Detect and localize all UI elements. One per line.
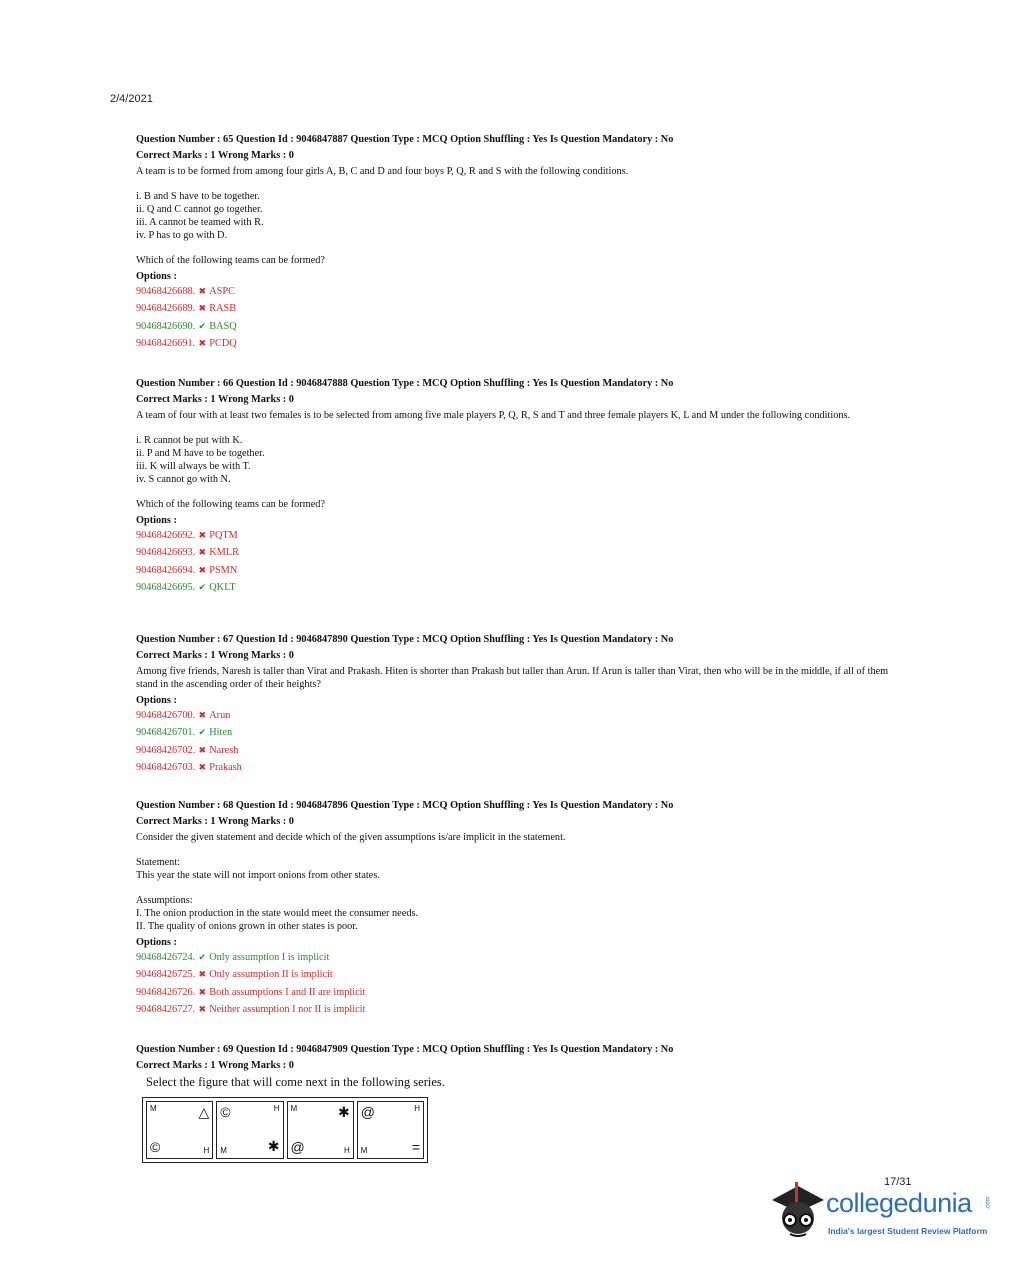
cell-symbol: = bbox=[411, 1139, 420, 1155]
check-icon: ✔ bbox=[198, 727, 206, 738]
options-label: Options : bbox=[136, 271, 177, 282]
option-text: QKLT bbox=[209, 581, 236, 593]
condition: i. R cannot be put with K. bbox=[136, 435, 243, 446]
brand-tagline: India's largest Student Review Platform bbox=[828, 1226, 988, 1236]
cross-icon: ✖ bbox=[198, 564, 206, 575]
option-id: 90468426694. bbox=[136, 564, 196, 576]
figure-cell bbox=[146, 1101, 213, 1159]
option-text: Prakash bbox=[209, 761, 242, 773]
cross-icon: ✖ bbox=[198, 710, 206, 720]
question-header: Question Number : 66 Question Id : 9046847888 Question Type : MCQ Option Shuffling : Yes Is Question Mandatory : No bbox=[136, 378, 674, 389]
question-header: Question Number : 65 Question Id : 9046847887 Question Type : MCQ Option Shuffling : Yes Is Question Mandatory : No bbox=[136, 134, 674, 145]
figure-cell bbox=[357, 1101, 424, 1159]
option-id: 90468426701. bbox=[136, 727, 196, 739]
figure-series bbox=[142, 1097, 428, 1163]
option-row bbox=[136, 984, 896, 1001]
option-text: RASB bbox=[209, 303, 237, 315]
statement-label: Statement: bbox=[136, 857, 181, 868]
condition: iii. K will always be with T. bbox=[136, 461, 251, 472]
assumption: I. The onion production in the state would meet the consumer needs. bbox=[136, 908, 419, 919]
question-text: A team of four with at least two females is to be selected from among five male players P, Q, R, S and T and three female players K, L and M under the following conditions. bbox=[136, 410, 851, 421]
question-text: Select the figure that will come next in the following series. bbox=[146, 1075, 445, 1089]
condition: ii. Q and C cannot go together. bbox=[136, 204, 263, 215]
option-text: Hiten bbox=[209, 727, 233, 739]
assumption: II. The quality of onions grown in other states is poor. bbox=[136, 921, 358, 932]
option-row bbox=[136, 300, 896, 317]
question-65 bbox=[136, 133, 896, 352]
cell-symbol: M bbox=[150, 1104, 157, 1113]
cell-symbol: ✱ bbox=[267, 1138, 280, 1154]
options-list bbox=[136, 527, 896, 596]
cell-symbol: H bbox=[273, 1104, 280, 1113]
mascot-icon bbox=[768, 1178, 826, 1246]
cross-icon: ✖ bbox=[198, 337, 206, 348]
option-row bbox=[136, 335, 896, 352]
question-66 bbox=[136, 377, 896, 596]
question-text: A team is to be formed from among four girls A, B, C and D and four boys P, Q, R and S with the following conditions. bbox=[136, 166, 629, 177]
option-id: 90468426695. bbox=[136, 581, 196, 593]
option-text: PCDQ bbox=[209, 337, 237, 349]
option-row bbox=[136, 527, 896, 544]
question-67 bbox=[136, 633, 896, 776]
option-id: 90468426691. bbox=[136, 337, 196, 349]
question-prompt: Which of the following teams can be formed? bbox=[136, 255, 325, 266]
condition: iii. A cannot be teamed with R. bbox=[136, 217, 264, 228]
option-row bbox=[136, 707, 896, 724]
options-list bbox=[136, 949, 896, 1018]
option-id: 90468426690. bbox=[136, 320, 196, 332]
option-text: KMLR bbox=[209, 547, 239, 559]
question-69 bbox=[136, 1043, 896, 1089]
option-id: 90468426693. bbox=[136, 547, 196, 559]
condition: ii. P and M have to be together. bbox=[136, 448, 265, 459]
option-text: ASPC bbox=[209, 286, 235, 297]
option-text: Neither assumption I nor II is implicit bbox=[209, 1003, 366, 1015]
option-row bbox=[136, 966, 896, 983]
cell-symbol: @ bbox=[360, 1104, 375, 1120]
collegedunia-logo[interactable] bbox=[768, 1178, 993, 1246]
options-label: Options : bbox=[136, 695, 177, 706]
option-row bbox=[136, 949, 896, 966]
option-row bbox=[136, 283, 896, 300]
cross-icon: ✖ bbox=[198, 1003, 206, 1014]
question-marks: Correct Marks : 1 Wrong Marks : 0 bbox=[136, 394, 294, 405]
print-date: 2/4/2021 bbox=[110, 93, 153, 105]
option-row bbox=[136, 724, 896, 741]
option-text: Only assumption II is implicit bbox=[209, 969, 333, 981]
cell-symbol: ✱ bbox=[338, 1104, 350, 1120]
cross-icon: ✖ bbox=[198, 303, 206, 314]
option-text: Only assumption I is implicit bbox=[209, 952, 330, 963]
option-row bbox=[136, 318, 896, 335]
condition: iv. P has to go with D. bbox=[136, 230, 228, 241]
cross-icon: ✖ bbox=[198, 761, 206, 772]
option-id: 90468426725. bbox=[136, 969, 196, 981]
question-header: Question Number : 68 Question Id : 9046847896 Question Type : MCQ Option Shuffling : Yes Is Question Mandatory : No bbox=[136, 800, 674, 811]
option-id: 90468426688. bbox=[136, 286, 196, 297]
option-text: Naresh bbox=[209, 744, 239, 756]
cell-symbol: M bbox=[220, 1146, 227, 1155]
question-text: Among five friends, Naresh is taller than Virat and Prakash. Hiten is shorter than Prakash but taller than Arun. If Arun is taller than Virat, then who will be in the middle, if all of them stand in the ascending order of their heights? bbox=[136, 666, 889, 690]
cross-icon: ✖ bbox=[198, 744, 206, 755]
cross-icon: ✖ bbox=[198, 969, 206, 980]
option-id: 90468426700. bbox=[136, 710, 196, 721]
option-id: 90468426689. bbox=[136, 303, 196, 315]
option-row bbox=[136, 759, 896, 776]
question-marks: Correct Marks : 1 Wrong Marks : 0 bbox=[136, 1060, 294, 1071]
check-icon: ✔ bbox=[198, 320, 206, 331]
option-row bbox=[136, 544, 896, 561]
option-row bbox=[136, 1001, 896, 1018]
condition: iv. S cannot go with N. bbox=[136, 474, 231, 485]
check-icon: ✔ bbox=[198, 581, 206, 592]
option-id: 90468426703. bbox=[136, 761, 196, 773]
option-id: 90468426726. bbox=[136, 986, 196, 998]
cell-symbol: © bbox=[220, 1104, 231, 1120]
statement-text: This year the state will not import onions from other states. bbox=[136, 870, 380, 881]
cross-icon: ✖ bbox=[198, 547, 206, 558]
option-row bbox=[136, 742, 896, 759]
cell-symbol: △ bbox=[198, 1104, 210, 1120]
cell-symbol: H bbox=[203, 1146, 210, 1155]
question-prompt: Which of the following teams can be formed? bbox=[136, 499, 325, 510]
question-68 bbox=[136, 799, 896, 1018]
assumptions-label: Assumptions: bbox=[136, 895, 193, 906]
question-marks: Correct Marks : 1 Wrong Marks : 0 bbox=[136, 816, 294, 827]
brand-domain: .com bbox=[985, 1196, 992, 1210]
question-header: Question Number : 67 Question Id : 9046847890 Question Type : MCQ Option Shuffling : Yes Is Question Mandatory : No bbox=[136, 634, 674, 645]
cross-icon: ✖ bbox=[198, 986, 206, 997]
option-row bbox=[136, 562, 896, 579]
options-list bbox=[136, 283, 896, 352]
option-id: 90468426702. bbox=[136, 744, 196, 756]
page-number: 17/31 bbox=[884, 1176, 912, 1188]
question-text: Consider the given statement and decide which of the given assumptions is/are implicit in the statement. bbox=[136, 832, 566, 843]
question-marks: Correct Marks : 1 Wrong Marks : 0 bbox=[136, 650, 294, 661]
brand-name: collegedunia bbox=[826, 1188, 972, 1218]
cell-symbol: M bbox=[360, 1146, 368, 1155]
cross-icon: ✖ bbox=[198, 530, 206, 540]
option-text: PSMN bbox=[209, 564, 238, 576]
option-text: BASQ bbox=[209, 320, 237, 332]
figure-cell bbox=[216, 1101, 283, 1159]
cell-symbol: H bbox=[343, 1146, 350, 1155]
cell-symbol: H bbox=[414, 1104, 420, 1113]
option-text: PQTM bbox=[209, 530, 238, 541]
cell-symbol: @ bbox=[290, 1139, 305, 1155]
options-label: Options : bbox=[136, 937, 177, 948]
figure-cell bbox=[287, 1101, 354, 1159]
condition: i. B and S have to be together. bbox=[136, 191, 260, 202]
options-list bbox=[136, 707, 896, 776]
option-id: 90468426692. bbox=[136, 530, 196, 541]
check-icon: ✔ bbox=[198, 952, 206, 962]
options-label: Options : bbox=[136, 515, 177, 526]
cell-symbol: M bbox=[290, 1104, 298, 1113]
option-text: Arun bbox=[209, 710, 231, 721]
cell-symbol: © bbox=[150, 1139, 161, 1155]
question-marks: Correct Marks : 1 Wrong Marks : 0 bbox=[136, 150, 294, 161]
question-header: Question Number : 69 Question Id : 9046847909 Question Type : MCQ Option Shuffling : Yes Is Question Mandatory : No bbox=[136, 1044, 674, 1055]
option-text: Both assumptions I and II are implicit bbox=[209, 986, 366, 998]
option-id: 90468426727. bbox=[136, 1003, 196, 1015]
cross-icon: ✖ bbox=[198, 286, 206, 296]
option-id: 90468426724. bbox=[136, 952, 196, 963]
option-row bbox=[136, 579, 896, 596]
